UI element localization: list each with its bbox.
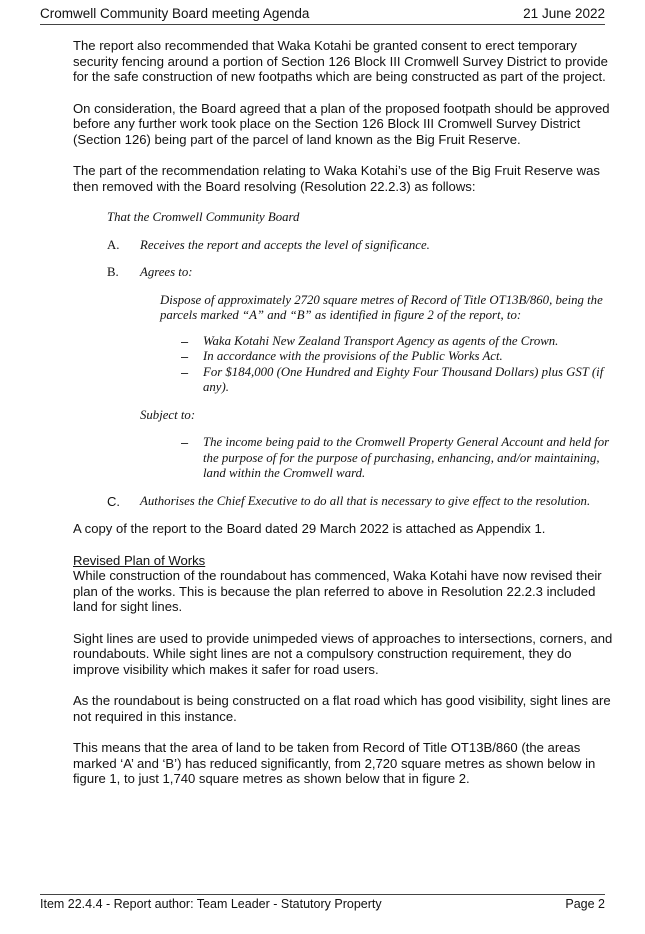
revised-plan-section bbox=[73, 553, 613, 615]
page-footer bbox=[40, 895, 605, 913]
list-item: – Waka Kotahi New Zealand Transport Agency as agents of the Crown. bbox=[181, 333, 559, 349]
paragraph-flat-road: As the roundabout is being constructed on a flat road which has good visibility, sight lines are not required in this instance. bbox=[73, 693, 611, 724]
meeting-date: 21 June 2022 bbox=[523, 6, 605, 21]
item-label: C. bbox=[107, 493, 120, 509]
page-body bbox=[73, 38, 613, 803]
resolution-item-a bbox=[107, 238, 613, 254]
section-heading: Revised Plan of Works bbox=[73, 552, 206, 568]
dash-bullet: – bbox=[181, 333, 189, 349]
paragraph-fencing: The report also recommended that Waka Kotahi be granted consent to erect temporary security fencing around a portion of Section 126 Block III Cromwell Survey District to provide for the safe construction of new footpaths which are being constructed as part of the project. bbox=[73, 38, 608, 84]
conditions-list bbox=[181, 334, 613, 396]
dash-bullet: – bbox=[181, 435, 189, 450]
resolution-intro: That the Cromwell Community Board bbox=[107, 210, 300, 224]
paragraph-consideration: On consideration, the Board agreed that a plan of the proposed footpath should be approved before any further work took place on the Section 126 Block III Cromwell Survey District (Section 126) being part of the parcel of land known as the Big Fruit Reserve. bbox=[73, 100, 610, 147]
revised-intro: While construction of the roundabout has commenced, Waka Kotahi have now revised their plan of the works. This is because the plan referred to above in Resolution 22.2.3 included land for sight lines. bbox=[73, 568, 602, 614]
subject-list bbox=[181, 435, 613, 482]
item-label: A. bbox=[107, 237, 120, 252]
paragraph-area-reduced: This means that the area of land to be taken from Record of Title OT13B/860 (the areas marked ‘A’ and ‘B’) has reduced significantly, from 2,720 square metres as shown below in figure 1, to just 1,740 square metres as shown below that in figure 2. bbox=[73, 740, 596, 786]
page-number: Page 2 bbox=[565, 897, 605, 911]
paragraph-sight-lines: Sight lines are used to provide unimpeded views of approaches to intersections, corners, and roundabouts. While sight lines are not a compulsory construction requirement, they do improve visibility which makes it safer for road users. bbox=[73, 630, 613, 677]
item-text: Agrees to: bbox=[140, 265, 193, 279]
subject-to-label: Subject to: bbox=[140, 407, 196, 422]
dash-bullet: – bbox=[181, 364, 189, 380]
header-divider bbox=[40, 24, 605, 25]
paragraph-resolution-lead: The part of the recommendation relating to Waka Kotahi’s use of the Big Fruit Reserve was then removed with the Board resolving (Resolution 22.2.3) as follows: bbox=[73, 163, 600, 194]
footer-item-author: Item 22.4.4 - Report author: Team Leader - Statutory Property bbox=[40, 897, 382, 911]
item-text: Authorises the Chief Executive to do all that is necessary to give effect to the resolution. bbox=[140, 493, 591, 508]
item-text: Receives the report and accepts the level of significance. bbox=[140, 237, 430, 252]
appendix-note: A copy of the report to the Board dated 29 March 2022 is attached as Appendix 1. bbox=[73, 521, 546, 536]
dispose-clause: Dispose of approximately 2720 square metres of Record of Title OT13B/860, being the parcels marked “A” and “B” as identified in figure 2 of the report, to: bbox=[160, 292, 603, 322]
dash-bullet: – bbox=[181, 349, 189, 364]
page-header bbox=[40, 6, 605, 24]
list-item: – The income being paid to the Cromwell Property General Account and held for the purpose of for the purpose of purchasing, enhancing, and/or maintaining, land within the Cromwell ward. bbox=[181, 435, 610, 480]
resolution-item-c bbox=[107, 494, 613, 510]
resolution-item-b bbox=[107, 265, 613, 281]
document-title: Cromwell Community Board meeting Agenda bbox=[40, 6, 310, 21]
resolution-block bbox=[73, 210, 613, 509]
list-item: – For $184,000 (One Hundred and Eighty Four Thousand Dollars) plus GST (if any). bbox=[181, 364, 604, 394]
item-label: B. bbox=[107, 265, 119, 279]
list-item: – In accordance with the provisions of the Public Works Act. bbox=[181, 349, 503, 364]
